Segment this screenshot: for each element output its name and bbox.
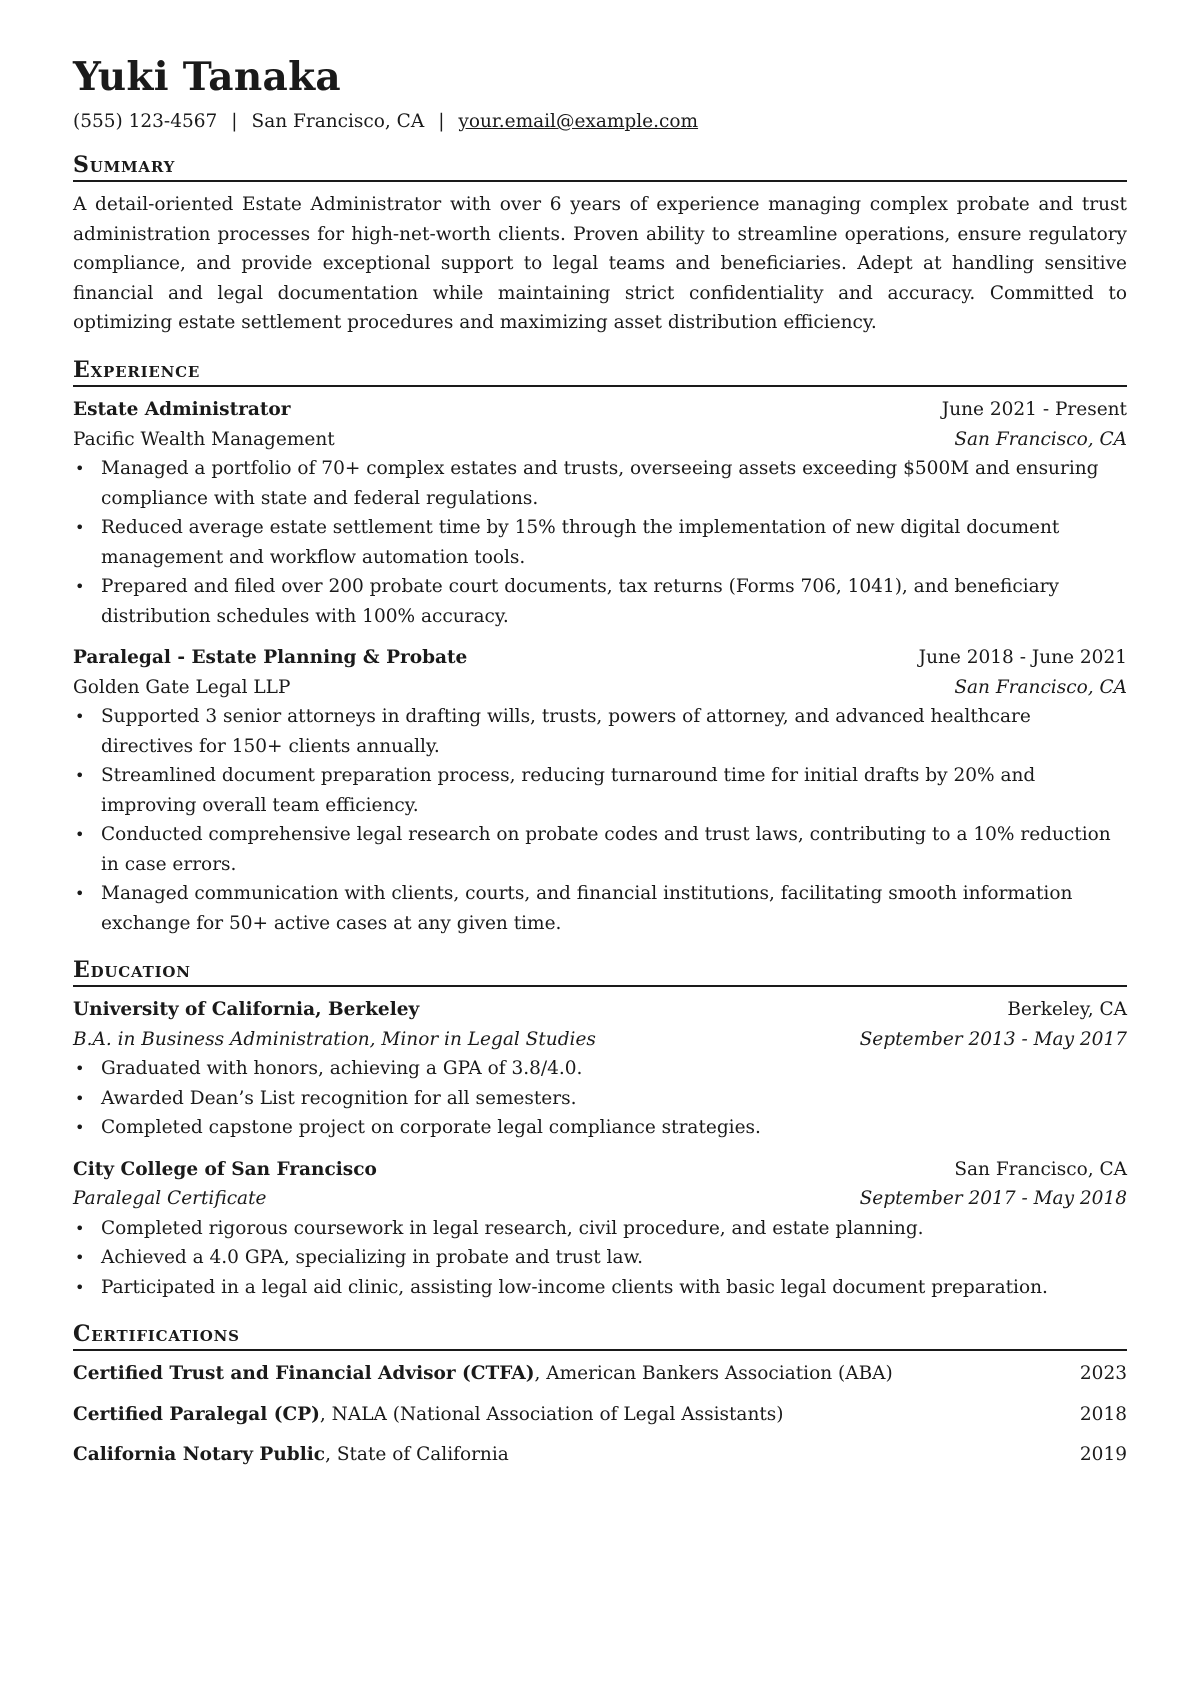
bullet-item: • Graduated with honors, achieving a GPA of 3.8/4.0. [101, 1054, 1127, 1084]
job-title: Paralegal - Estate Planning & Probate [73, 647, 468, 669]
summary-text: A detail-oriented Estate Administrator with over 6 years of experience managing complex probate and trust administration processes for high-net-worth clients. Proven ability to streamline operations, ensure regulatory compliance, and provide exceptional support to legal teams and beneficiaries. Adept at handling sensitive financial and legal documentation while maintaining strict confidentiality and accuracy. Committed to optimizing estate settlement procedures and maximizing asset distribution efficiency. [73, 194, 1127, 334]
resume-page [73, 54, 1127, 1470]
bullet-item: • Managed a portfolio of 70+ complex estates and trusts, overseeing assets exceeding $500M and ensuring compliance with state and federal regulations. [101, 454, 1127, 513]
bullet-item: • Prepared and filed over 200 probate court documents, tax returns (Forms 706, 1041), and beneficiary distribution schedules with 100% accuracy. [101, 572, 1127, 631]
job-location: San Francisco, CA [954, 676, 1127, 698]
certification-issuer: , State of California [325, 1444, 509, 1466]
experience-entry [73, 395, 1127, 631]
school-location: Berkeley, CA [1007, 999, 1127, 1021]
location: San Francisco, CA [251, 111, 425, 132]
certification-item [73, 1440, 1127, 1470]
certification-issuer: , American Bankers Association (ABA) [534, 1363, 893, 1385]
school-name: University of California, Berkeley [73, 999, 420, 1021]
education-entry [73, 1155, 1127, 1303]
education-bullets [73, 1054, 1127, 1143]
section-title-experience: Experience [73, 358, 1127, 387]
company-name: Pacific Wealth Management [73, 428, 335, 450]
certification-item [73, 1359, 1127, 1389]
bullet-item: • Managed communication with clients, courts, and financial institutions, facilitating smooth information exchange for 50+ active cases at any given time. [101, 879, 1127, 938]
bullet-item: • Reduced average estate settlement time by 15% through the implementation of new digital document management and workflow automation tools. [101, 513, 1127, 572]
certification-issuer: , NALA (National Association of Legal Assistants) [319, 1403, 784, 1425]
bullet-item: • Achieved a 4.0 GPA, specializing in probate and trust law. [101, 1243, 1127, 1273]
bullet-item: • Participated in a legal aid clinic, assisting low-income clients with basic legal document preparation. [101, 1273, 1127, 1303]
bullet-item: • Awarded Dean’s List recognition for all semesters. [101, 1084, 1127, 1114]
education-entry [73, 995, 1127, 1143]
job-dates: June 2018 - June 2021 [918, 647, 1127, 669]
school-location: San Francisco, CA [954, 1158, 1127, 1180]
education-dates: September 2013 - May 2017 [859, 1028, 1127, 1050]
contact-separator: | [438, 111, 445, 132]
phone-number: (555) 123-4567 [73, 111, 218, 132]
bullet-item: • Supported 3 senior attorneys in drafting wills, trusts, powers of attorney, and advanced healthcare directives for 150+ clients annually. [101, 702, 1127, 761]
bullet-item: • Completed capstone project on corporate legal compliance strategies. [101, 1113, 1127, 1143]
job-bullets [73, 454, 1127, 631]
certification-name: Certified Trust and Financial Advisor (CTFA) [73, 1363, 535, 1385]
section-title-education: Education [73, 958, 1127, 987]
bullet-item: • Conducted comprehensive legal research on probate codes and trust laws, contributing to a 10% reduction in case errors. [101, 820, 1127, 879]
certification-item [73, 1400, 1127, 1430]
degree: B.A. in Business Administration, Minor in Legal Studies [73, 1028, 596, 1050]
email-link[interactable]: your.email@example.com [458, 111, 699, 132]
certification-year: 2019 [1079, 1444, 1127, 1466]
section-title-summary: Summary [73, 153, 1127, 182]
certification-year: 2018 [1079, 1403, 1127, 1425]
certification-year: 2023 [1079, 1363, 1127, 1385]
experience-entry [73, 643, 1127, 938]
job-bullets [73, 702, 1127, 938]
job-title: Estate Administrator [73, 399, 291, 421]
school-name: City College of San Francisco [73, 1158, 377, 1180]
candidate-name: Yuki Tanaka [73, 54, 341, 100]
bullet-item: • Completed rigorous coursework in legal research, civil procedure, and estate planning. [101, 1214, 1127, 1244]
job-location: San Francisco, CA [954, 428, 1127, 450]
contact-separator: | [231, 111, 238, 132]
certifications-list [73, 1359, 1127, 1470]
education-dates: September 2017 - May 2018 [859, 1188, 1127, 1210]
section-title-certifications: Certifications [73, 1322, 1127, 1351]
education-bullets [73, 1214, 1127, 1303]
certification-name: California Notary Public [73, 1444, 326, 1466]
certification-name: Certified Paralegal (CP) [73, 1403, 320, 1425]
degree: Paralegal Certificate [73, 1188, 267, 1210]
contact-line [73, 111, 1127, 133]
company-name: Golden Gate Legal LLP [73, 676, 291, 698]
job-dates: June 2021 - Present [941, 399, 1127, 421]
bullet-item: • Streamlined document preparation process, reducing turnaround time for initial drafts by 20% and improving overall team efficiency. [101, 761, 1127, 820]
